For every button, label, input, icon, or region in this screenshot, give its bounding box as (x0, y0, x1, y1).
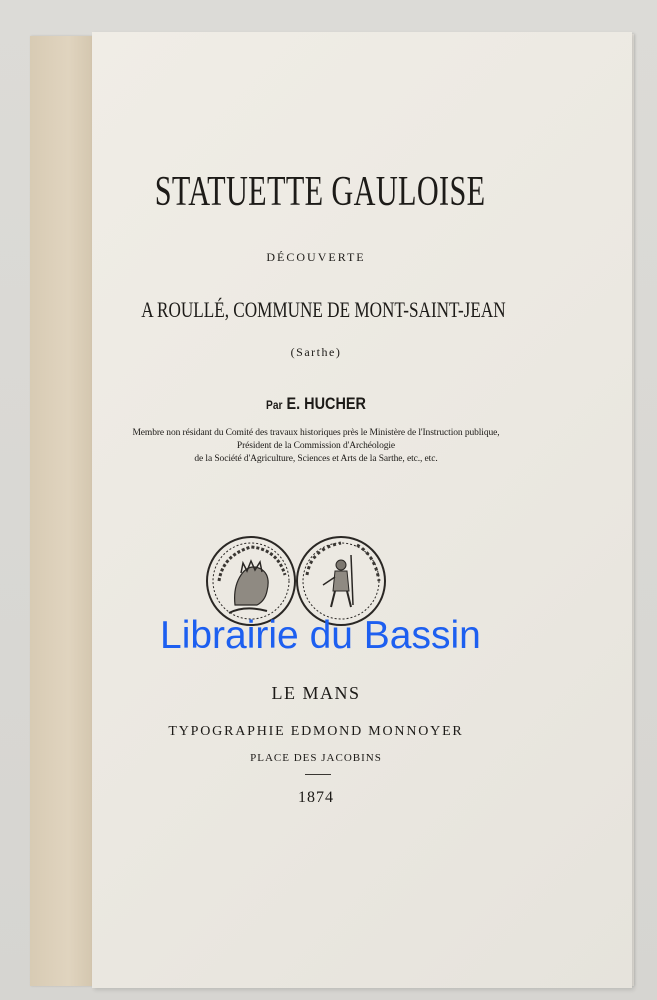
author-line (126, 394, 507, 414)
author-prefix: Par (266, 398, 283, 412)
printer-address: PLACE DES JACOBINS (250, 752, 382, 764)
affiliation-line-1: Membre non résidant du Comité des travaux historiques près le Ministère de l'Instruction publique, (132, 428, 500, 438)
divider-rule (305, 774, 331, 775)
region-line: (Sarthe) (290, 345, 342, 359)
affiliation-line-2: Président de la Commission d'Archéologie (236, 441, 396, 451)
location-line: A ROULLÉ, COMMUNE DE MONT-SAINT-JEAN (141, 297, 506, 322)
publication-city: LE MANS (271, 683, 361, 703)
watermark-text: Librairie du Bassin (160, 614, 481, 657)
printer-name: TYPOGRAPHIE EDMOND MONNOYER (168, 724, 464, 739)
affiliation-line-3: de la Société d'Agriculture, Sciences et Arts de la Sarthe, etc., etc. (194, 454, 438, 464)
subtitle: DÉCOUVERTE (266, 250, 366, 264)
book-spine (30, 36, 94, 986)
book-title: STATUETTE GAULOISE (154, 169, 486, 215)
author-name: E. HUCHER (286, 394, 366, 413)
publication-year: 1874 (298, 789, 334, 806)
